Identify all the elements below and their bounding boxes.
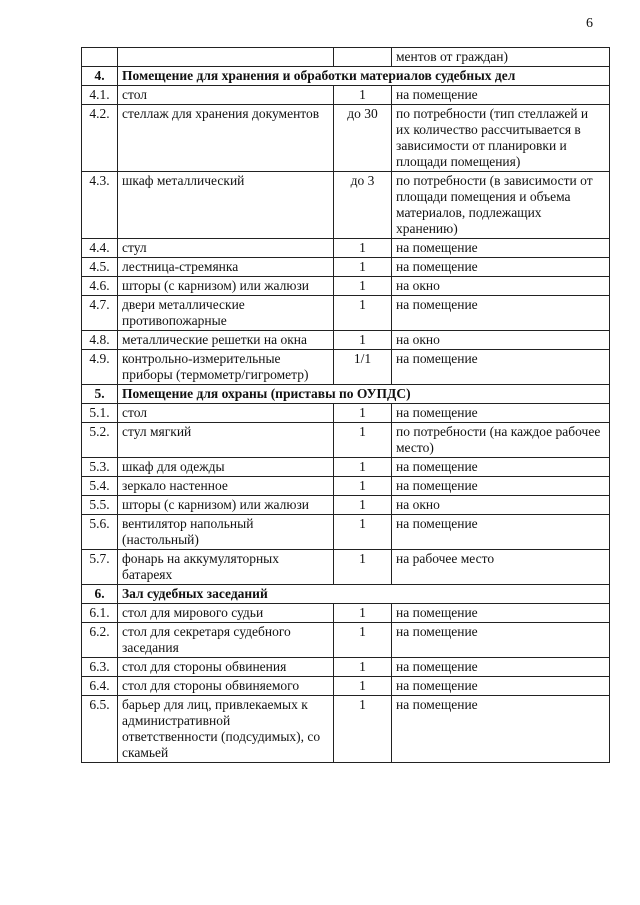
table-row	[82, 258, 610, 277]
section-row	[82, 385, 610, 404]
item-name: стол для секретаря судебного заседания	[118, 623, 334, 658]
item-note: на помещение	[392, 623, 610, 658]
item-quantity: 1	[334, 423, 392, 458]
item-note: на помещение	[392, 477, 610, 496]
item-name: стол	[118, 404, 334, 423]
item-note: на окно	[392, 277, 610, 296]
item-number: 4.8.	[82, 331, 118, 350]
item-number: 6.2.	[82, 623, 118, 658]
item-quantity: до 30	[334, 105, 392, 172]
item-name: шкаф металлический	[118, 172, 334, 239]
section-number: 4.	[82, 67, 118, 86]
item-number: 4.6.	[82, 277, 118, 296]
item-name: шторы (с карнизом) или жалюзи	[118, 277, 334, 296]
item-number: 6.3.	[82, 658, 118, 677]
table-row	[82, 350, 610, 385]
section-title: Зал судебных заседаний	[118, 585, 610, 604]
section-title: Помещение для охраны (приставы по ОУПДС)	[118, 385, 610, 404]
table-row	[82, 515, 610, 550]
item-quantity: 1	[334, 515, 392, 550]
item-number: 4.3.	[82, 172, 118, 239]
item-name: металлические решетки на окна	[118, 331, 334, 350]
item-number: 4.9.	[82, 350, 118, 385]
section-number: 6.	[82, 585, 118, 604]
item-number: 4.1.	[82, 86, 118, 105]
item-name: стол для мирового судьи	[118, 604, 334, 623]
item-note: по потребности (в зависимости от площади помещения и объема материалов, подлежащих хранению)	[392, 172, 610, 239]
item-number: 5.1.	[82, 404, 118, 423]
item-quantity: 1	[334, 404, 392, 423]
item-quantity: 1	[334, 239, 392, 258]
item-number: 6.1.	[82, 604, 118, 623]
item-quantity	[334, 48, 392, 67]
item-name: стеллаж для хранения документов	[118, 105, 334, 172]
section-number: 5.	[82, 385, 118, 404]
table-row	[82, 696, 610, 763]
item-quantity: 1	[334, 550, 392, 585]
item-quantity: 1	[334, 277, 392, 296]
item-note: на рабочее место	[392, 550, 610, 585]
item-name: стол	[118, 86, 334, 105]
item-note: по потребности (тип стеллажей и их количество рассчитывается в зависимости от планировки и площади помещения)	[392, 105, 610, 172]
item-name: стол для стороны обвиняемого	[118, 677, 334, 696]
table-row	[82, 331, 610, 350]
item-quantity: до 3	[334, 172, 392, 239]
table-row	[82, 604, 610, 623]
page-number: 6	[586, 16, 593, 31]
table-row	[82, 86, 610, 105]
table-row	[82, 423, 610, 458]
item-name: лестница-стремянка	[118, 258, 334, 277]
item-note: на помещение	[392, 696, 610, 763]
table-row	[82, 496, 610, 515]
item-note: на помещение	[392, 258, 610, 277]
item-name: фонарь на аккумуляторных батареях	[118, 550, 334, 585]
item-name: зеркало настенное	[118, 477, 334, 496]
item-name: стул мягкий	[118, 423, 334, 458]
item-quantity: 1	[334, 658, 392, 677]
item-number	[82, 48, 118, 67]
item-number: 6.4.	[82, 677, 118, 696]
item-number: 5.5.	[82, 496, 118, 515]
item-quantity: 1/1	[334, 350, 392, 385]
item-note: по потребности (на каждое рабочее место)	[392, 423, 610, 458]
item-note: на помещение	[392, 86, 610, 105]
item-number: 5.7.	[82, 550, 118, 585]
item-quantity: 1	[334, 623, 392, 658]
item-number: 4.7.	[82, 296, 118, 331]
equipment-table	[81, 47, 610, 763]
item-name: шкаф для одежды	[118, 458, 334, 477]
item-note: на помещение	[392, 458, 610, 477]
table-row	[82, 458, 610, 477]
item-name	[118, 48, 334, 67]
item-note: на помещение	[392, 239, 610, 258]
table-row	[82, 404, 610, 423]
table-row	[82, 477, 610, 496]
item-note: на помещение	[392, 515, 610, 550]
item-quantity: 1	[334, 677, 392, 696]
item-note: ментов от граждан)	[392, 48, 610, 67]
item-name: контрольно-измерительные приборы (термометр/гигрометр)	[118, 350, 334, 385]
item-name: вентилятор напольный (настольный)	[118, 515, 334, 550]
item-quantity: 1	[334, 296, 392, 331]
section-row	[82, 67, 610, 86]
table-row	[82, 48, 610, 67]
section-row	[82, 585, 610, 604]
item-quantity: 1	[334, 496, 392, 515]
table-row	[82, 172, 610, 239]
item-number: 5.3.	[82, 458, 118, 477]
item-name: шторы (с карнизом) или жалюзи	[118, 496, 334, 515]
table-row	[82, 658, 610, 677]
table-row	[82, 623, 610, 658]
item-number: 4.2.	[82, 105, 118, 172]
item-quantity: 1	[334, 477, 392, 496]
item-number: 5.4.	[82, 477, 118, 496]
table-row	[82, 550, 610, 585]
item-note: на окно	[392, 331, 610, 350]
table-row	[82, 296, 610, 331]
item-number: 4.4.	[82, 239, 118, 258]
item-quantity: 1	[334, 696, 392, 763]
table-row	[82, 105, 610, 172]
item-note: на помещение	[392, 677, 610, 696]
table-row	[82, 277, 610, 296]
item-note: на помещение	[392, 658, 610, 677]
item-note: на помещение	[392, 350, 610, 385]
item-number: 5.2.	[82, 423, 118, 458]
item-quantity: 1	[334, 258, 392, 277]
item-note: на окно	[392, 496, 610, 515]
item-note: на помещение	[392, 404, 610, 423]
item-number: 4.5.	[82, 258, 118, 277]
section-title: Помещение для хранения и обработки материалов судебных дел	[118, 67, 610, 86]
table-row	[82, 239, 610, 258]
item-quantity: 1	[334, 86, 392, 105]
item-name: барьер для лиц, привлекаемых к административной ответственности (подсудимых), со скамьей	[118, 696, 334, 763]
table-row	[82, 677, 610, 696]
item-quantity: 1	[334, 604, 392, 623]
item-name: стул	[118, 239, 334, 258]
item-number: 5.6.	[82, 515, 118, 550]
item-note: на помещение	[392, 296, 610, 331]
item-name: двери металлические противопожарные	[118, 296, 334, 331]
item-name: стол для стороны обвинения	[118, 658, 334, 677]
item-quantity: 1	[334, 458, 392, 477]
item-quantity: 1	[334, 331, 392, 350]
item-note: на помещение	[392, 604, 610, 623]
item-number: 6.5.	[82, 696, 118, 763]
